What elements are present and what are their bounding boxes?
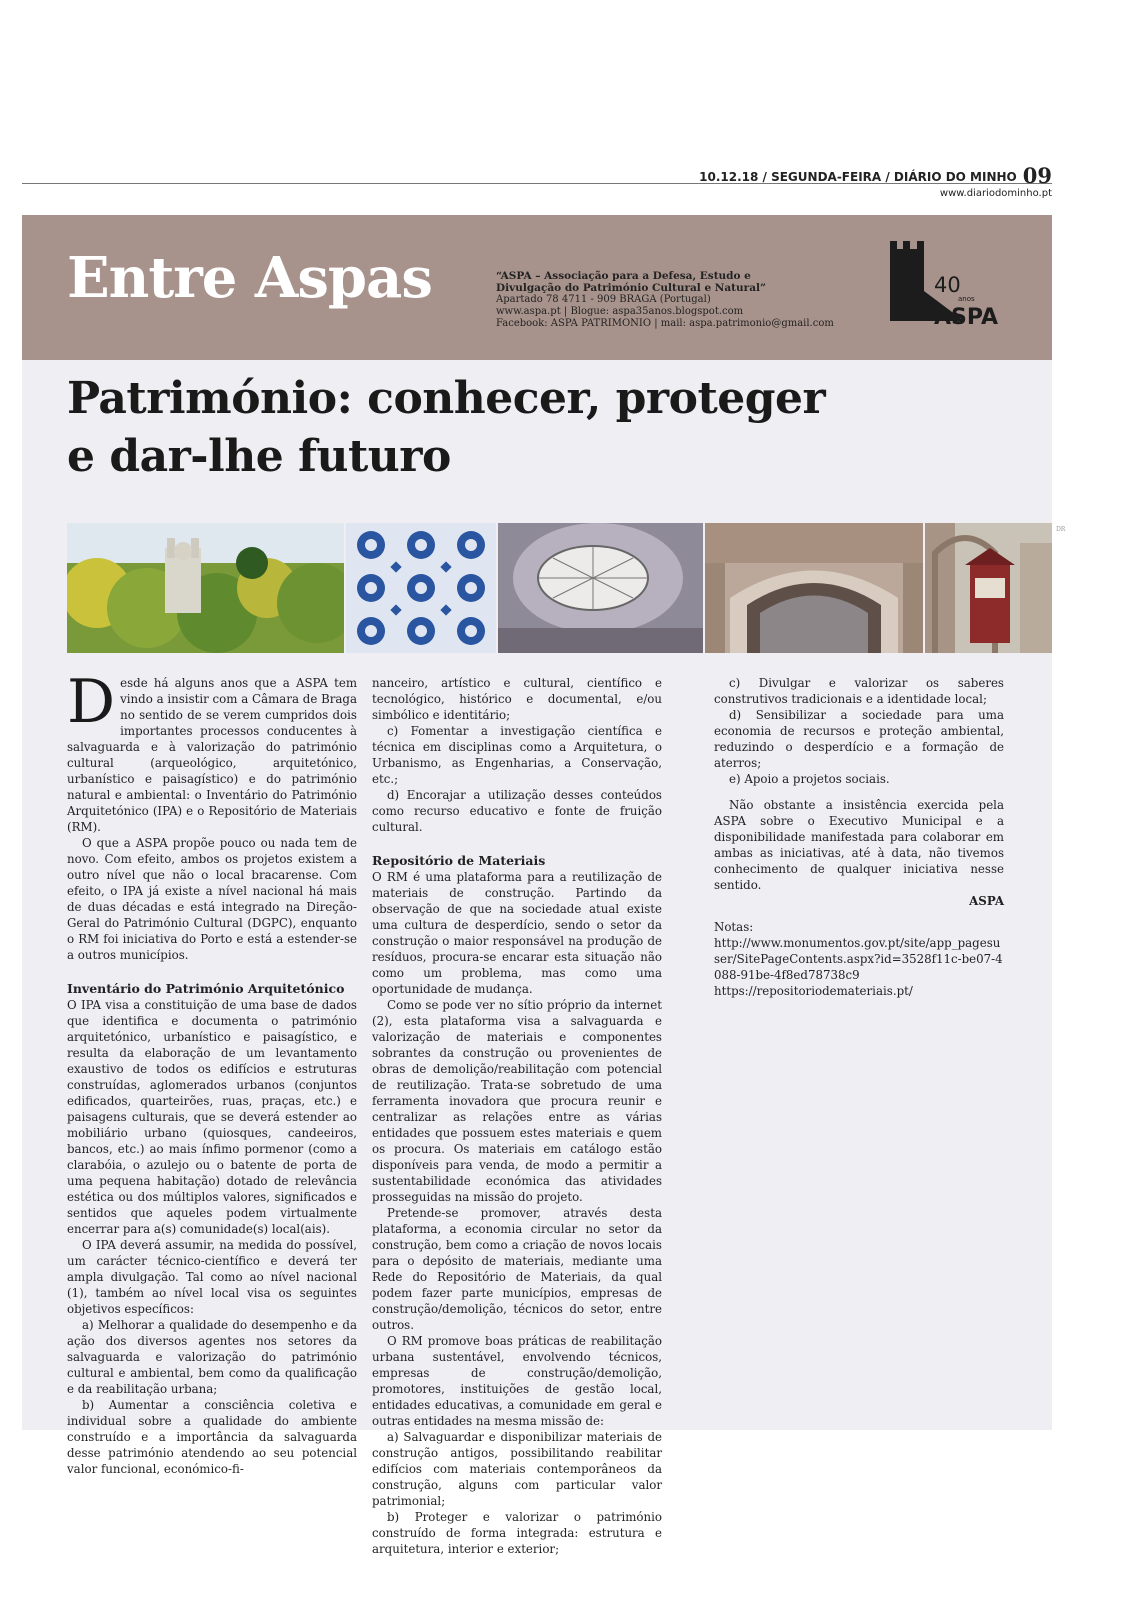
paragraph: Pretende-se promover, através desta plataforma, a economia circular no setor da construção, bem como a criação de novos locais para o depósito de materiais, mediante uma Rede do Repositório de Materiais, da qual podem fazer parte municípios, empresas de construção/demolição, técnicos do setor, entre outros. [372, 1206, 662, 1332]
dateline-text: 10.12.18 / SEGUNDA-FEIRA / DIÁRIO DO MINHO [699, 170, 1017, 184]
photo-azulejo-tiles [346, 523, 496, 653]
paragraph: d) Encorajar a utilização desses conteúdos como recurso educativo e fonte de fruição cultural. [372, 788, 662, 834]
photo-skylight-dome [498, 523, 703, 653]
author-signature: ASPA [969, 894, 1004, 908]
page-number: 09 [1022, 163, 1052, 188]
article-title [67, 370, 825, 486]
tower-icon [890, 249, 924, 321]
column-2 [372, 675, 662, 1557]
paragraph [67, 667, 357, 835]
title-line-2: e dar-lhe futuro [67, 431, 451, 482]
paragraph: nanceiro, artístico e cultural, científico e tecnológico, histórico e documental, e/ou simbólico e identitário; [372, 676, 662, 722]
dateline [699, 163, 1052, 188]
notes-label: Notas: [714, 920, 754, 934]
subheading-rm: Repositório de Materiais [372, 853, 546, 868]
column-3 [714, 675, 1004, 999]
photo-credit: DR [1056, 526, 1066, 533]
section-title: Entre Aspas [67, 245, 432, 311]
logo-text: ASPA [934, 305, 999, 330]
paragraph: b) Proteger e valorizar o património construído de forma integrada: estrutura e arquitetura, interior e exterior; [372, 1510, 662, 1556]
paragraph: a) Melhorar a qualidade do desempenho e da ação dos diversos agentes nos setores da salvaguarda e valorização do património cultural e ambiental, bem como da qualificação e da reabilitação urbana; [67, 1318, 357, 1396]
aspa-logo [890, 237, 1000, 333]
notes [714, 919, 1004, 999]
paragraph: O que a ASPA propõe pouco ou nada tem de novo. Com efeito, ambos os projetos existem a outro nível que não o local bracarense. Com efeito, o IPA já existe a nível nacional há mais de duas décadas e está integrado na Direção-Geral do Património Cultural (DGPC), enquanto o RM foi iniciativa do Porto e está a estender-se a outros municípios. [67, 836, 357, 962]
note-link-1[interactable]: http://www.monumentos.gov.pt/site/app_pagesuser/SitePageContents.aspx?id=3528f11c-be07-4088-91be-4f8ed78738c9 [714, 936, 1003, 982]
column-1 [67, 667, 357, 1477]
paragraph: d) Sensibilizar a sociedade para uma economia de recursos e proteção ambiental, reduzindo o desperdício e a formação de aterros; [714, 708, 1004, 770]
association-name: “ASPA – Associação para a Defesa, Estudo e Divulgação do Património Cultural e Natural” [496, 270, 767, 294]
association-contacts: Facebook: ASPA PATRIMONIO | mail: aspa.patrimonio@gmail.com [496, 318, 834, 329]
title-line-1: Património: conhecer, proteger [67, 373, 826, 424]
photo-forest-sanctuary [67, 523, 344, 653]
photo-kiosk [925, 523, 1052, 653]
logo-anos: anos [958, 295, 975, 303]
paragraph-text: esde há alguns anos que a ASPA tem vindo a insistir com a Câmara de Braga no sentido de se verem cumpridos dois importantes processos conducentes à salvaguarda e à valorização do património cultural (arqueológico, arquitetónico, urbanístico e paisagístico) e do património natural e ambiental: o Inventário do Património Arquitetónico (IPA) e o Repositório de Materiais (RM). [67, 676, 357, 834]
logo-number: 40 [934, 273, 961, 297]
subheading-ipa: Inventário do Património Arquitetónico [67, 981, 345, 996]
association-web: www.aspa.pt | Blogue: aspa35anos.blogspot.com [496, 306, 744, 317]
article-panel [22, 360, 1066, 1556]
paragraph: e) Apoio a projetos sociais. [729, 772, 890, 786]
association-info [496, 270, 834, 330]
association-address: Apartado 78 4711 - 909 BRAGA (Portugal) [496, 294, 711, 305]
paragraph: O IPA deverá assumir, na medida do possível, um carácter técnico-científico e deverá ter ampla divulgação. Tal como ao nível nacional (1), também ao nível local visa os seguintes objetivos específicos: [67, 1238, 357, 1316]
paragraph: Não obstante a insistência exercida pela ASPA sobre o Executivo Municipal e a disponibilidade manifestada para colaborar em ambas as iniciativas, até à data, não tivemos conhecimento de qualquer iniciativa nesse sentido. [714, 798, 1004, 892]
note-link-2[interactable]: https://repositoriodemateriais.pt/ [714, 984, 913, 998]
paragraph: O IPA visa a constituição de uma base de dados que identifica e documenta o património arquitetónico, urbanístico e paisagístico, e resulta da elaboração de um levantamento exaustivo de todos os edifícios e estruturas construídas, aglomerados urbanos (conjuntos edificados, quarteirões, ruas, praças, etc.) e paisagens culturais, que se deverá estender ao mobiliário urbano (quiosques, candeeiros, bancos, etc.) ao mais ínfimo pormenor (como a clarabóia, o azulejo ou o batente de porta de uma pequena habitação) dotado de relevância estética ou dos múltiplos valores, significados e sentidos que aqueles podem virtualmente encerrar para a(s) comunidade(s) local(ais). [67, 998, 357, 1236]
paragraph: a) Salvaguardar e disponibilizar materiais de construção antigos, possibilitando reabilitar edifícios com materiais contemporâneos da construção, alguns com particular valor patrimonial; [372, 1430, 662, 1508]
section-banner [22, 215, 1052, 360]
paragraph: c) Divulgar e valorizar os saberes construtivos tradicionais e a identidade local; [714, 676, 1004, 706]
drop-cap: D [67, 667, 116, 737]
photo-stone-arch-door [705, 523, 923, 653]
photo-strip [67, 523, 1052, 653]
paragraph: Como se pode ver no sítio próprio da internet (2), esta plataforma visa a salvaguarda e valorização de materiais e componentes sobrantes da construção ou provenientes de obras de demolição/reabilitação com potencial de reutilização. Trata-se sobretudo de uma ferramenta inovadora que procura reunir e centralizar as relações entre as várias entidades que possuem estes materiais e quem os procura. Os materiais em catálogo estão disponíveis para venda, de modo a permitir a sustentabilidade económica das atividades prosseguidas na missão do projeto. [372, 998, 662, 1204]
website-link[interactable]: www.diariodominho.pt [939, 188, 1052, 199]
paragraph: O RM é uma plataforma para a reutilização de materiais de construção. Partindo da observação de que na sociedade atual existe uma cultura de desperdício, sendo o setor da construção o maior responsável na produção de resíduos, procura-se encarar esta situação não como um problema, mas como uma oportunidade de mudança. [372, 870, 662, 996]
paragraph: c) Fomentar a investigação científica e técnica em disciplinas como a Arquitetura, o Urbanismo, as Engenharias, a Conservação, etc.; [372, 724, 662, 786]
paragraph: O RM promove boas práticas de reabilitação urbana sustentável, envolvendo técnicos, empresas de construção/demolição, promotores, instituições de gestão local, entidades educativas, a comunidade em geral e outras entidades na mesma missão de: [372, 1334, 662, 1428]
paragraph: b) Aumentar a consciência coletiva e individual sobre a qualidade do ambiente construído e a importância da salvaguarda desse património atendendo ao seu potencial valor funcional, económico-fi- [67, 1398, 357, 1476]
